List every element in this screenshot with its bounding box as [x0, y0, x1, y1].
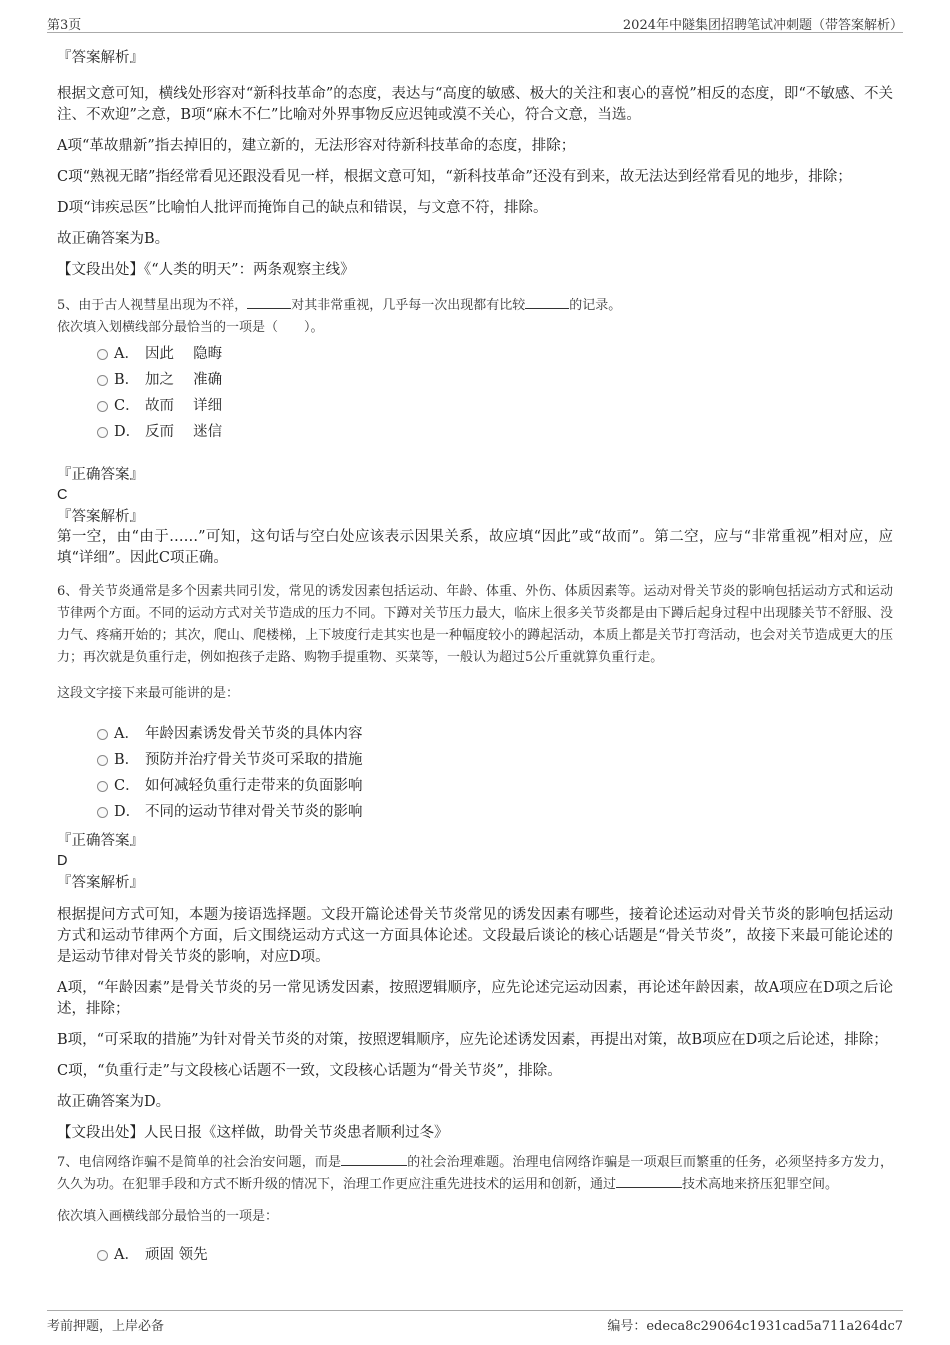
question-6-prompt: 这段文字接下来最可能讲的是：	[57, 686, 240, 701]
question-5-options	[57, 341, 893, 445]
analysis-heading: 『答案解析』	[57, 875, 144, 891]
question-6-options	[57, 721, 893, 825]
option-b[interactable]: B． 加之 准确	[57, 367, 893, 393]
analysis-paragraph: 根据提问方式可知，本题为接语选择题。文段开篇论述骨关节炎常见的诱发因素有哪些，接着论述运动对骨关节炎的影响包括运动方式和运动节律两个方面，后文围绕运动方式这一方面具体论述。文段最后谈论的核心话题是“骨关节炎”，故接下来最可能论述的是运动节律对骨关节炎的影响，对应D项。	[57, 907, 893, 965]
radio-icon[interactable]	[97, 1250, 108, 1261]
radio-icon[interactable]	[97, 349, 108, 360]
fill-blank	[247, 296, 291, 309]
answer-heading: 『正确答案』	[57, 467, 144, 483]
analysis-paragraph: D项“讳疾忌医”比喻怕人批评而掩饰自己的缺点和错误，与文意不符，排除。	[57, 200, 548, 216]
analysis-paragraph: A项“革故鼎新”指去掉旧的，建立新的，无法形容对待新科技革命的态度，排除；	[57, 138, 576, 154]
option-d[interactable]: D． 不同的运动节律对骨关节炎的影响	[57, 799, 893, 825]
option-a[interactable]: A． 年龄因素诱发骨关节炎的具体内容	[57, 721, 893, 747]
question-7-prompt: 依次填入画横线部分最恰当的一项是：	[57, 1209, 279, 1224]
radio-icon[interactable]	[97, 807, 108, 818]
analysis-paragraph: 根据文意可知，横线处形容对“新科技革命”的态度，表达与“高度的敏感、极大的关注和衷心的喜悦”相反的态度，即“不敏感、不关注、不欢迎”之意，B项“麻木不仁”比喻对外界事物反应迟钝或漠不关心，符合文意，当选。	[57, 86, 893, 123]
correct-answer: D	[57, 853, 68, 869]
question-7-options	[57, 1242, 893, 1268]
analysis-conclusion: 故正确答案为B。	[57, 231, 170, 247]
analysis-paragraph: C项，“负重行走”与文段核心话题不一致，文段核心话题为“骨关节炎”，排除。	[57, 1063, 562, 1079]
radio-icon[interactable]	[97, 729, 108, 740]
option-a[interactable]: A． 顽固 领先	[57, 1242, 893, 1268]
option-c[interactable]: C． 故而 详细	[57, 393, 893, 419]
option-d[interactable]: D． 反而 迷信	[57, 419, 893, 445]
analysis-conclusion: 故正确答案为D。	[57, 1094, 171, 1110]
option-c[interactable]: C． 如何减轻负重行走带来的负面影响	[57, 773, 893, 799]
option-a[interactable]: A． 因此 隐晦	[57, 341, 893, 367]
radio-icon[interactable]	[97, 427, 108, 438]
page-content	[57, 44, 893, 1268]
fill-blank	[341, 1153, 407, 1166]
page-header	[47, 10, 903, 33]
radio-icon[interactable]	[97, 781, 108, 792]
radio-icon[interactable]	[97, 401, 108, 412]
analysis-paragraph: B项，“可采取的措施”为针对骨关节炎的对策，按照逻辑顺序，应先论述诱发因素，再提出对策，故B项应在D项之后论述，排除；	[57, 1032, 888, 1048]
analysis-paragraph: A项，“年龄因素”是骨关节炎的另一常见诱发因素，按照逻辑顺序，应先论述完运动因素，再论述年龄因素，故A项应在D项之后论述，排除；	[57, 980, 893, 1017]
document-code: 编号：edeca8c29064c1931cad5a711a264dc7	[607, 1319, 903, 1334]
analysis-paragraph: 第一空，由“由于……”可知，这句话与空白处应该表示因果关系，故应填“因此”或“故而”。第二空，应与“非常重视”相对应，应填“详细”。因此C项正确。	[57, 529, 893, 566]
option-b[interactable]: B． 预防并治疗骨关节炎可采取的措施	[57, 747, 893, 773]
question-5-prompt: 依次填入划横线部分最恰当的一项是（ ）。	[57, 320, 324, 335]
question-6-stem: 6、骨关节炎通常是多个因素共同引发，常见的诱发因素包括运动、年龄、体重、外伤、体质因素等。运动对骨关节炎的影响包括运动方式和运动节律两个方面。不同的运动方式对关节造成的压力不同。下蹲对关节压力最大，临床上很多关节炎都是由下蹲后起身过程中出现膝关节不舒服、没力气、疼痛开始的；其次，爬山、爬楼梯，上下坡度行走其实也是一种幅度较小的蹲起活动，本质上都是关节打弯活动，也会对关节造成更大的压力；再次就是负重行走，例如抱孩子走路、购物手提重物、买菜等，一般认为超过5公斤重就算负重行走。	[57, 584, 893, 665]
document-title: 2024年中隧集团招聘笔试冲刺题（带答案解析）	[622, 18, 903, 33]
page-number: 第3页	[47, 18, 82, 33]
fill-blank	[525, 296, 569, 309]
page-footer	[47, 1310, 903, 1341]
analysis-paragraph: C项“熟视无睹”指经常看见还跟没看见一样，根据文意可知，“新科技革命”还没有到来，故无法达到经常看见的地步，排除；	[57, 169, 852, 185]
footer-slogan: 考前押题，上岸必备	[47, 1319, 165, 1334]
question-5-stem: 5、由于古人视彗星出现为不祥， 对其非常重视，几乎每一次出现都有比较 的记录。	[57, 298, 622, 313]
source-citation: 【文段出处】人民日报《这样做，助骨关节炎患者顺利过冬》	[57, 1125, 449, 1141]
radio-icon[interactable]	[97, 375, 108, 386]
source-citation: 【文段出处】《“人类的明天”：两条观察主线》	[57, 262, 355, 278]
analysis-heading: 『答案解析』	[57, 50, 144, 66]
answer-heading: 『正确答案』	[57, 833, 144, 849]
correct-answer: C	[57, 487, 68, 503]
radio-icon[interactable]	[97, 755, 108, 766]
analysis-heading: 『答案解析』	[57, 509, 144, 525]
fill-blank	[616, 1175, 682, 1188]
question-7-stem: 7、电信网络诈骗不是简单的社会治安问题，而是 的社会治理难题。治理电信网络诈骗是一项艰巨而繁重的任务，必须坚持多方发力，久久为功。在犯罪手段和方式不断升级的情况下，治理工作更应注重先进技术的运用和创新，通过 技术高地来挤压犯罪空间。	[57, 1155, 893, 1192]
